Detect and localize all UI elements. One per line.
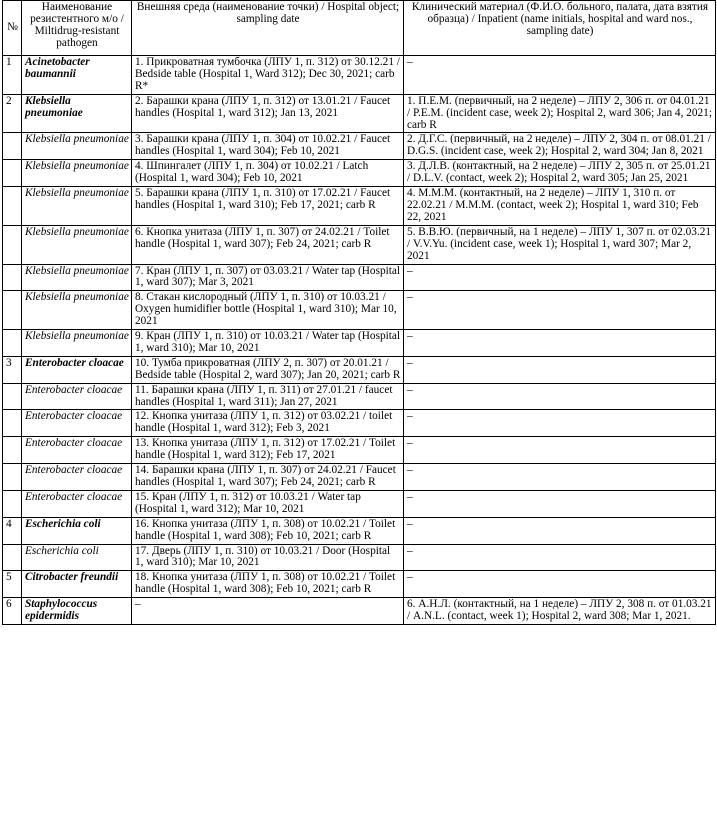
- pathogen-name: Escherichia coli: [22, 544, 132, 571]
- pathogen-name: Klebsiella pneumoniae: [22, 264, 132, 291]
- table-row: [3, 356, 716, 383]
- table-row: [3, 437, 716, 464]
- row-number: [3, 464, 22, 491]
- row-number: [3, 330, 22, 357]
- pathogen-name: Enterobacter cloacae: [22, 356, 132, 383]
- environment-sample: 8. Стакан кислородный (ЛПУ 1, п. 310) от 10.03.21 / Oxygen humidifier bottle (Hospital 1, ward 310); Mar 10, 2021: [132, 291, 404, 330]
- pathogen-name: Klebsiella pneumoniae: [22, 187, 132, 226]
- environment-sample: 6. Кнопка унитаза (ЛПУ 1, п. 307) от 24.02.21 / Toilet handle (Hospital 1, ward 307); Feb 24, 2021; carb R: [132, 225, 404, 264]
- pathogen-name: Klebsiella pneumoniae: [22, 291, 132, 330]
- table-row: [3, 291, 716, 330]
- table-row: [3, 94, 716, 133]
- environment-sample: 15. Кран (ЛПУ 1, п. 312) от 10.03.21 / Water tap (Hospital 1, ward 312); Mar 10, 2021: [132, 490, 404, 517]
- pathogen-table: [2, 0, 716, 625]
- row-number: [3, 544, 22, 571]
- environment-sample: 5. Барашки крана (ЛПУ 1, п. 310) от 17.02.21 / Faucet handles (Hospital 1, ward 310); Feb 17, 2021; carb R: [132, 187, 404, 226]
- row-number: [3, 291, 22, 330]
- environment-sample: 16. Кнопка унитаза (ЛПУ 1, п. 308) от 10.02.21 / Toilet handle (Hospital 1, ward 308); Feb 10, 2021; carb R: [132, 517, 404, 544]
- environment-sample: 7. Кран (ЛПУ 1, п. 307) от 03.03.21 / Water tap (Hospital 1, ward 307); Mar 3, 2021: [132, 264, 404, 291]
- environment-sample: 2. Барашки крана (ЛПУ 1, п. 312) от 13.01.21 / Faucet handles (Hospital 1, ward 312); Jan 13, 2021: [132, 94, 404, 133]
- clinical-sample: –: [404, 464, 716, 491]
- environment-sample: 13. Кнопка унитаза (ЛПУ 1, п. 312) от 17.02.21 / Toilet handle (Hospital 1, ward 312); Feb 17, 2021: [132, 437, 404, 464]
- row-number: [3, 437, 22, 464]
- clinical-sample: 1. П.Е.М. (первичный, на 2 неделе) – ЛПУ 2, 306 п. от 04.01.21 / P.E.M. (incident case, week 2); Hospital 2, ward 306; Jan 4, 2021; carb R: [404, 94, 716, 133]
- row-number: [3, 383, 22, 410]
- clinical-sample: 6. А.Н.Л. (контактный, на 1 неделе) – ЛПУ 2, 308 п. от 01.03.21 / A.N.L. (contact, week 1); Hospital 2, ward 308; Mar 1, 2021.: [404, 598, 716, 625]
- clinical-sample: –: [404, 517, 716, 544]
- environment-sample: 14. Барашки крана (ЛПУ 1, п. 307) от 24.02.21 / Faucet handles (Hospital 1, ward 307); Feb 24, 2021; carb R: [132, 464, 404, 491]
- row-number: 2: [3, 94, 22, 133]
- clinical-sample: 3. Д.Л.В. (контактный, на 2 неделе) – ЛПУ 2, 305 п. от 25.01.21 / D.L.V. (contact, week 2); Hospital 2, ward 305; Jan 25, 2021: [404, 160, 716, 187]
- environment-sample: 11. Барашки крана (ЛПУ 1, п. 311) от 27.01.21 / faucet handles (Hospital 1, ward 311); Jan 27, 2021: [132, 383, 404, 410]
- row-number: 4: [3, 517, 22, 544]
- row-number: 5: [3, 571, 22, 598]
- row-number: 3: [3, 356, 22, 383]
- row-number: 1: [3, 56, 22, 95]
- clinical-sample: –: [404, 356, 716, 383]
- table-row: [3, 544, 716, 571]
- pathogen-name: Staphylococcus epidermidis: [22, 598, 132, 625]
- table-row: [3, 330, 716, 357]
- pathogen-name: Enterobacter cloacae: [22, 490, 132, 517]
- table-row: [3, 464, 716, 491]
- pathogen-name: Klebsiella pneumoniae: [22, 330, 132, 357]
- environment-sample: 12. Кнопка унитаза (ЛПУ 1, п. 312) от 03.02.21 / toilet handle (Hospital 1, ward 312); Feb 3, 2021: [132, 410, 404, 437]
- environment-sample: 3. Барашки крана (ЛПУ 1, п. 304) от 10.02.21 / Faucet handles (Hospital 1, ward 304); Feb 10, 2021: [132, 133, 404, 160]
- pathogen-name: Enterobacter cloacae: [22, 464, 132, 491]
- pathogen-name: Escherichia coli: [22, 517, 132, 544]
- clinical-sample: 4. М.М.М. (контактный, на 2 неделе) – ЛПУ 1, 310 п. от 22.02.21 / M.M.M. (contact, week 2); Hospital 1, ward 310; Feb 22, 2021: [404, 187, 716, 226]
- row-number: [3, 133, 22, 160]
- environment-sample: –: [132, 598, 404, 625]
- table-row: [3, 225, 716, 264]
- clinical-sample: –: [404, 544, 716, 571]
- clinical-sample: –: [404, 490, 716, 517]
- environment-sample: 9. Кран (ЛПУ 1, п. 310) от 10.03.21 / Water tap (Hospital 1, ward 310); Mar 10, 2021: [132, 330, 404, 357]
- row-number: [3, 490, 22, 517]
- row-number: [3, 160, 22, 187]
- row-number: [3, 187, 22, 226]
- header-environment: Внешняя среда (наименование точки) / Hospital object; sampling date: [132, 1, 404, 56]
- table-row: [3, 598, 716, 625]
- table-body: [3, 56, 716, 625]
- pathogen-name: Citrobacter freundii: [22, 571, 132, 598]
- table-row: [3, 160, 716, 187]
- table-row: [3, 490, 716, 517]
- table-header-row: [3, 1, 716, 56]
- table-row: [3, 187, 716, 226]
- header-pathogen: Наименование резистентного м/о / Miltidrug-resistant pathogen: [22, 1, 132, 56]
- table-row: [3, 56, 716, 95]
- row-number: [3, 225, 22, 264]
- pathogen-name: Enterobacter cloacae: [22, 383, 132, 410]
- pathogen-name: Enterobacter cloacae: [22, 437, 132, 464]
- table-row: [3, 410, 716, 437]
- header-clinical: Клинический материал (Ф.И.О. больного, палата, дата взятия образца) / Inpatient (name initials, hospital and ward nos., sampling date): [404, 1, 716, 56]
- table-row: [3, 517, 716, 544]
- row-number: [3, 410, 22, 437]
- clinical-sample: –: [404, 383, 716, 410]
- clinical-sample: –: [404, 330, 716, 357]
- pathogen-name: Enterobacter cloacae: [22, 410, 132, 437]
- environment-sample: 17. Дверь (ЛПУ 1, п. 310) от 10.03.21 / Door (Hospital 1, ward 310); Mar 10, 2021: [132, 544, 404, 571]
- pathogen-name: Klebsiella pneumoniae: [22, 133, 132, 160]
- table-row: [3, 383, 716, 410]
- pathogen-name: Klebsiella pneumoniae: [22, 160, 132, 187]
- clinical-sample: 2. Д.Г.С. (первичный, на 2 неделе) – ЛПУ 2, 304 п. от 08.01.21 / D.G.S. (incident case, week 2); Hospital 2, ward 304; Jan 8, 2021: [404, 133, 716, 160]
- pathogen-name: Klebsiella pneumoniae: [22, 225, 132, 264]
- table-row: [3, 264, 716, 291]
- pathogen-name: Klebsiella pneumoniae: [22, 94, 132, 133]
- clinical-sample: –: [404, 56, 716, 95]
- row-number: 6: [3, 598, 22, 625]
- clinical-sample: –: [404, 291, 716, 330]
- table-row: [3, 571, 716, 598]
- clinical-sample: –: [404, 571, 716, 598]
- pathogen-name: Acinetobacter baumannii: [22, 56, 132, 95]
- row-number: [3, 264, 22, 291]
- header-num: №: [3, 1, 22, 56]
- clinical-sample: –: [404, 437, 716, 464]
- clinical-sample: 5. В.В.Ю. (первичный, на 1 неделе) – ЛПУ 1, 307 п. от 02.03.21 / V.V.Yu. (incident case, week 1); Hospital 1, ward 307; Mar 2, 2021: [404, 225, 716, 264]
- environment-sample: 18. Кнопка унитаза (ЛПУ 1, п. 308) от 10.02.21 / Toilet handle (Hospital 1, ward 308); Feb 10, 2021; carb R: [132, 571, 404, 598]
- clinical-sample: –: [404, 264, 716, 291]
- clinical-sample: –: [404, 410, 716, 437]
- environment-sample: 4. Шпингалет (ЛПУ 1, п. 304) от 10.02.21 / Latch (Hospital 1, ward 304); Feb 10, 2021: [132, 160, 404, 187]
- table-row: [3, 133, 716, 160]
- environment-sample: 1. Прикроватная тумбочка (ЛПУ 1, п. 312) от 30.12.21 / Bedside table (Hospital 1, Ward 312); Dec 30, 2021; carb R*: [132, 56, 404, 95]
- environment-sample: 10. Тумба прикроватная (ЛПУ 2, п. 307) от 20.01.21 / Bedside table (Hospital 2, ward 307); Jan 20, 2021; carb R: [132, 356, 404, 383]
